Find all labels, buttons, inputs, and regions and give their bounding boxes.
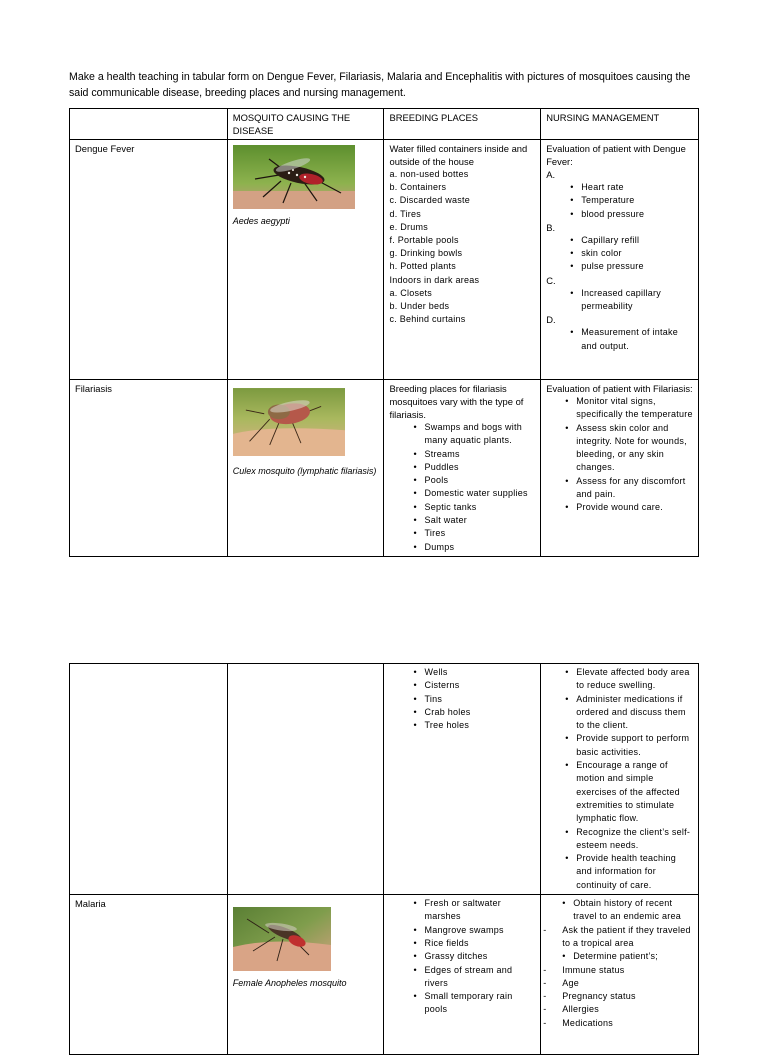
nursing-cell	[541, 664, 699, 895]
group-label: A.	[546, 169, 556, 180]
nursing-cell	[541, 380, 699, 557]
disease-cell	[70, 895, 228, 1055]
mosquito-caption: Culex mosquito (lymphatic filariasis)	[232, 466, 377, 476]
list-item: • Fresh or saltwater marshes	[389, 897, 535, 924]
breeding-cell	[384, 380, 541, 557]
breeding-item: b. Containers	[389, 182, 447, 193]
list-item: • blood pressure	[546, 208, 693, 221]
list-item: - Medications	[543, 1017, 693, 1030]
list-item: • Rice fields	[389, 937, 535, 950]
list-item: • Heart rate	[546, 181, 693, 194]
breeding-title: Breeding places for filariasis mosquitoes vary with the type of filariasis.	[389, 383, 524, 420]
list-item: • Capillary refill	[546, 234, 693, 247]
header-cell-mosquito: MOSQUITO CAUSING THE DISEASE	[227, 109, 384, 140]
list-item: • Tins	[389, 693, 535, 706]
indoors-item: c. Behind curtains	[389, 314, 466, 325]
list-item: • Domestic water supplies	[389, 487, 535, 500]
table-row-dengue	[70, 140, 699, 380]
nursing-list	[546, 287, 693, 314]
breeding-title: Water filled containers inside and outside of the house	[389, 143, 528, 167]
mosquito-caption: Aedes aegypti	[232, 216, 290, 226]
mosquito-cell	[227, 895, 384, 1055]
header-cell-nursing: NURSING MANAGEMENT	[541, 109, 699, 140]
list-item: • Septic tanks	[389, 501, 535, 514]
header-cell-disease	[70, 109, 228, 140]
list-item: • Wells	[389, 666, 535, 679]
table-row-filariasis-continued	[70, 664, 699, 895]
list-item: • Assess skin color and integrity. Note for wounds, bleeding, or any skin changes.	[546, 422, 693, 475]
mosquito-cell	[227, 140, 384, 380]
disease-name: Malaria	[75, 898, 106, 910]
list-item: - Pregnancy status	[543, 990, 693, 1003]
group-label: C.	[546, 274, 556, 286]
list-item: • Dumps	[389, 541, 535, 554]
breeding-cell	[384, 140, 541, 380]
anopheles-mosquito-photo	[233, 907, 331, 971]
indoors-item: b. Under beds	[389, 301, 450, 312]
list-item: • Small temporary rain pools	[389, 990, 535, 1017]
table-header-row	[70, 109, 699, 140]
aedes-mosquito-photo	[233, 145, 355, 209]
nursing-title: Evaluation of patient with Dengue Fever:	[546, 143, 686, 167]
breeding-item: a. non-used bottes	[389, 169, 469, 179]
list-item: • Puddles	[389, 461, 535, 474]
mosquito-cell	[227, 664, 384, 895]
list-item: • Encourage a range of motion and simple exercises of the affected extremities to stimulate lymphatic flow.	[546, 759, 693, 825]
header-cell-breeding: BREEDING PLACES	[384, 109, 541, 140]
culex-mosquito-photo	[233, 385, 345, 459]
list-item: • Provide health teaching and information for continuity of care.	[546, 852, 693, 892]
list-item: • skin color	[546, 247, 693, 260]
nursing-list	[546, 326, 693, 353]
list-item: • Cisterns	[389, 679, 535, 692]
breeding-item: h. Potted plants	[389, 261, 457, 272]
list-item: • Pools	[389, 474, 535, 487]
nursing-list	[546, 234, 693, 274]
list-item: • Grassy ditches	[389, 950, 535, 963]
disease-cell	[70, 664, 228, 895]
indoors-item: a. Closets	[389, 287, 433, 298]
disease-cell	[70, 380, 228, 557]
list-item: • Swamps and bogs with many aquatic plants.	[389, 421, 535, 448]
list-item: • Assess for any discomfort and pain.	[546, 475, 693, 502]
health-teaching-table-continued	[69, 663, 699, 1055]
breeding-item: f. Portable pools	[389, 235, 459, 246]
list-item: • Elevate affected body area to reduce swelling.	[546, 666, 693, 693]
nursing-list	[546, 395, 693, 515]
list-item: • Provide wound care.	[546, 501, 693, 514]
group-label: D.	[546, 314, 556, 326]
disease-name: Dengue Fever	[75, 143, 135, 154]
breeding-cell	[384, 664, 541, 895]
list-item: - Age	[543, 977, 693, 990]
table-row-malaria	[70, 895, 699, 1055]
list-item: • Measurement of intake and output.	[546, 326, 693, 353]
list-item: • Salt water	[389, 514, 535, 527]
list-item: • Obtain history of recent travel to an endemic area	[543, 897, 693, 924]
breeding-item: c. Discarded waste	[389, 195, 471, 206]
breeding-list	[389, 421, 535, 554]
list-item: - Allergies	[543, 1003, 693, 1016]
list-item: • Mangrove swamps	[389, 924, 535, 937]
list-item: • Edges of stream and rivers	[389, 964, 535, 991]
list-item: • Recognize the client’s self-esteem needs.	[546, 826, 693, 853]
breeding-item: g. Drinking bowls	[389, 248, 463, 259]
list-item: • Streams	[389, 448, 535, 461]
list-item: • Provide support to perform basic activities.	[546, 732, 693, 759]
list-item: - Immune status	[543, 964, 693, 977]
mosquito-cell	[227, 380, 384, 557]
list-item: • pulse pressure	[546, 260, 693, 273]
breeding-item: e. Drums	[389, 221, 428, 232]
breeding-list	[389, 897, 535, 1017]
group-label: B.	[546, 221, 556, 233]
breeding-item: d. Tires	[389, 208, 421, 219]
dash-list	[543, 924, 693, 951]
nursing-list	[543, 897, 693, 924]
list-item: • Crab holes	[389, 706, 535, 719]
nursing-title: Evaluation of patient with Filariasis:	[546, 383, 693, 394]
nursing-list	[546, 181, 693, 221]
list-item: • Increased capillary permeability	[546, 287, 693, 314]
mosquito-caption: Female Anopheles mosquito	[232, 978, 347, 989]
list-item: • Monitor vital signs, specifically the temperature	[546, 395, 693, 422]
list-item: • Tires	[389, 527, 535, 540]
table-row-filariasis	[70, 380, 699, 557]
nursing-list	[543, 950, 693, 963]
nursing-cell	[541, 140, 699, 380]
disease-cell	[70, 140, 228, 380]
list-item: • Temperature	[546, 194, 693, 207]
breeding-cell	[384, 895, 541, 1055]
nursing-cell	[541, 895, 699, 1055]
list-item: • Administer medications if ordered and discuss them to the client.	[546, 693, 693, 733]
breeding-list	[389, 666, 535, 732]
indoors-title: Indoors in dark areas	[389, 274, 480, 285]
nursing-list	[546, 666, 693, 892]
list-item: • Determine patient’s;	[543, 950, 693, 963]
list-item: • Tree holes	[389, 719, 535, 732]
dash-list	[543, 964, 693, 1030]
list-item: - Ask the patient if they traveled to a tropical area	[543, 924, 693, 951]
health-teaching-table	[69, 108, 699, 557]
assignment-instructions: Make a health teaching in tabular form on Dengue Fever, Filariasis, Malaria and Encephalitis with pictures of mosquitoes causing the said communicable disease, breeding places and nursing management.	[69, 71, 691, 99]
disease-name: Filariasis	[75, 383, 112, 394]
